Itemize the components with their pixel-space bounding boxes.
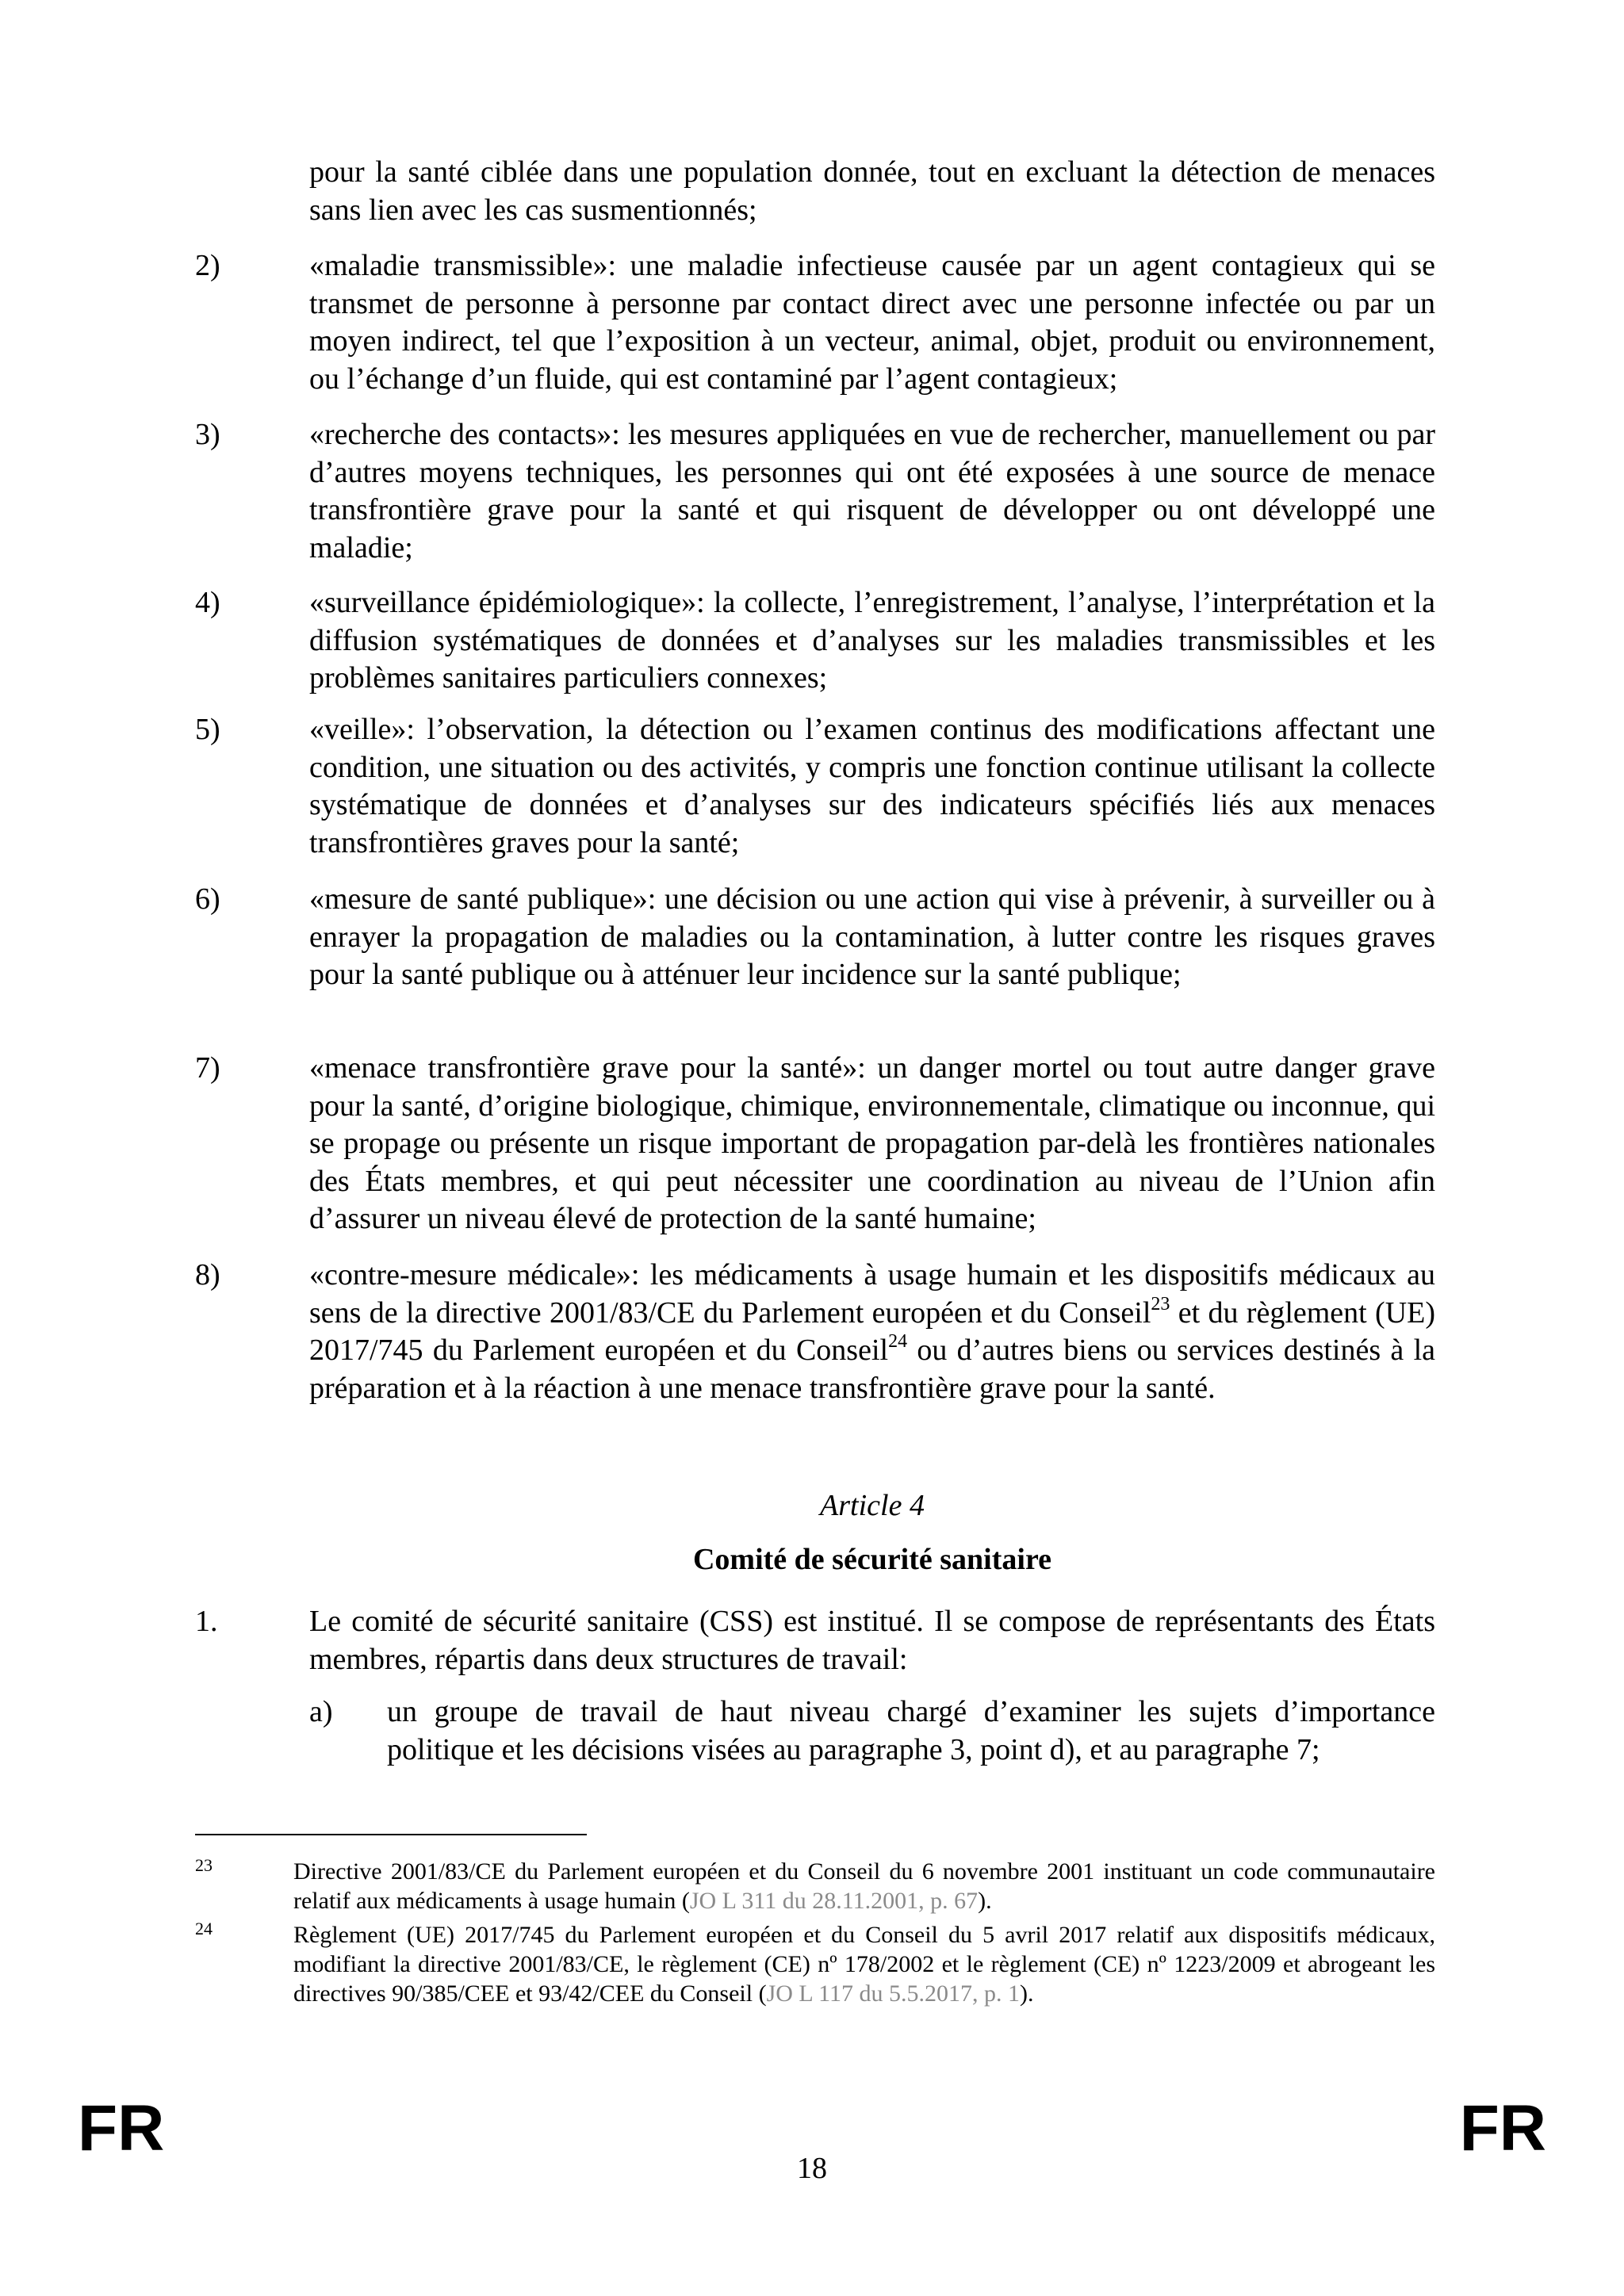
footnote-separator xyxy=(195,1834,587,1835)
definition-text-part: ou d’autres biens ou services destinés à la préparation et à la réaction à une menace transfrontière grave pour la santé. xyxy=(309,1334,1435,1405)
definition-text: «surveillance épidémiologique»: la collecte, l’enregistrement, l’analyse, l’interprétation et la diffusion systématiques de données et d’analyses sur les maladies transmissibles et les problèmes sanitaires particuliers connexes; xyxy=(309,586,1435,695)
footnote-text xyxy=(293,1920,1435,2008)
footnote-text-body: Directive 2001/83/CE du Parlement européen et du Conseil du 6 novembre 2001 instituant un code communautaire relatif aux médicaments à usage humain ( xyxy=(293,1858,1435,1914)
language-code-left: FR xyxy=(78,2092,165,2164)
footnote-text-tail: ). xyxy=(1020,1980,1034,2007)
footnote-text-body: Règlement (UE) 2017/745 du Parlement européen et du Conseil du 5 avril 2017 relatif aux dispositifs médicaux, modifiant la directive 2001/83/CE, le règlement (CE) nº 178/2002 et le règlement (CE) nº 1223/2009 et abrogeant les directives 90/385/CEE et 93/42/CEE du Conseil ( xyxy=(293,1922,1435,2007)
definition-number: 8) xyxy=(195,1258,220,1292)
definition-text: «menace transfrontière grave pour la santé»: un danger mortel ou tout autre danger grave pour la santé, d’origine biologique, chimique, environnementale, climatique ou inconnue, qui se propage ou présente un risque important de propagation par-delà les frontières nationales des États membres, et qui peut nécessiter une coordination au niveau de l’Union afin d’assurer un niveau élevé de protection de la santé humaine; xyxy=(309,1051,1435,1235)
definition-number: 7) xyxy=(195,1051,220,1085)
definition-text xyxy=(309,1257,1435,1407)
definition-text: «mesure de santé publique»: une décision ou une action qui vise à prévenir, à surveiller ou à enrayer la propagation de maladies ou la contamination, à lutter contre les risques graves pour la santé publique ou à atténuer leur incidence sur la santé publique; xyxy=(309,882,1435,991)
footnote-text-tail: ). xyxy=(978,1888,992,1914)
definition-text: «recherche des contacts»: les mesures appliquées en vue de rechercher, manuellement ou par d’autres moyens techniques, les personnes qui ont été exposées à une source de menace transfrontière grave pour la santé et qui risquent de développer ou ont développé une maladie; xyxy=(309,418,1435,564)
footnote-number: 24 xyxy=(195,1919,213,1938)
definition-text-part: et du règlement (UE) 2017/745 du Parlement européen et du Conseil xyxy=(309,1295,1436,1367)
continuation-paragraph: pour la santé ciblée dans une population donnée, tout en excluant la détection de menaces sans lien avec les cas susmentionnés; xyxy=(309,155,1435,227)
article-title: Article 4 xyxy=(820,1489,925,1522)
footnote-number: 23 xyxy=(195,1855,213,1875)
footnote-text xyxy=(293,1857,1435,1915)
paragraph-number: 1. xyxy=(195,1605,218,1638)
definition-text: «maladie transmissible»: une maladie infectieuse causée par un agent contagieux qui se transmet de personne à personne par contact direct avec une personne infectée ou par un moyen indirect, tel que l’exposition à un vecteur, animal, objet, produit ou environnement, ou l’échange d’un fluide, qui est contaminé par l’agent contagieux; xyxy=(309,249,1435,396)
sub-item-text: un groupe de travail de haut niveau chargé d’examiner les sujets d’importance politique et les décisions visées au paragraphe 3, point d), et au paragraphe 7; xyxy=(387,1695,1435,1766)
definition-number: 3) xyxy=(195,418,220,451)
footnote-reference[interactable]: 23 xyxy=(1151,1293,1170,1314)
definition-number: 5) xyxy=(195,713,220,746)
definition-number: 2) xyxy=(195,249,220,282)
definition-number: 6) xyxy=(195,882,220,916)
journal-reference-link[interactable]: JO L 311 du 28.11.2001, p. 67 xyxy=(689,1888,979,1914)
footnote-reference[interactable]: 24 xyxy=(888,1331,908,1352)
article-heading: Comité de sécurité sanitaire xyxy=(692,1543,1051,1576)
sub-item-letter: a) xyxy=(309,1695,333,1728)
language-code-right: FR xyxy=(1459,2092,1546,2164)
definition-number: 4) xyxy=(195,586,220,619)
definition-text-part: «contre-mesure médicale»: les médicaments à usage humain et les dispositifs médicaux au sens de la directive 2001/83/CE du Parlement européen et du Conseil xyxy=(309,1258,1435,1330)
definition-text: «veille»: l’observation, la détection ou l’examen continus des modifications affectant une condition, une situation ou des activités, y compris une fonction continue utilisant la collecte systématique de données et d’analyses sur des indicateurs spécifiés liés aux menaces transfrontières graves pour la santé; xyxy=(309,713,1435,859)
paragraph-text: Le comité de sécurité sanitaire (CSS) est institué. Il se compose de représentants des États membres, répartis dans deux structures de travail: xyxy=(309,1605,1435,1676)
journal-reference-link[interactable]: JO L 117 du 5.5.2017, p. 1 xyxy=(766,1980,1021,2007)
page-number: 18 xyxy=(797,2152,827,2185)
